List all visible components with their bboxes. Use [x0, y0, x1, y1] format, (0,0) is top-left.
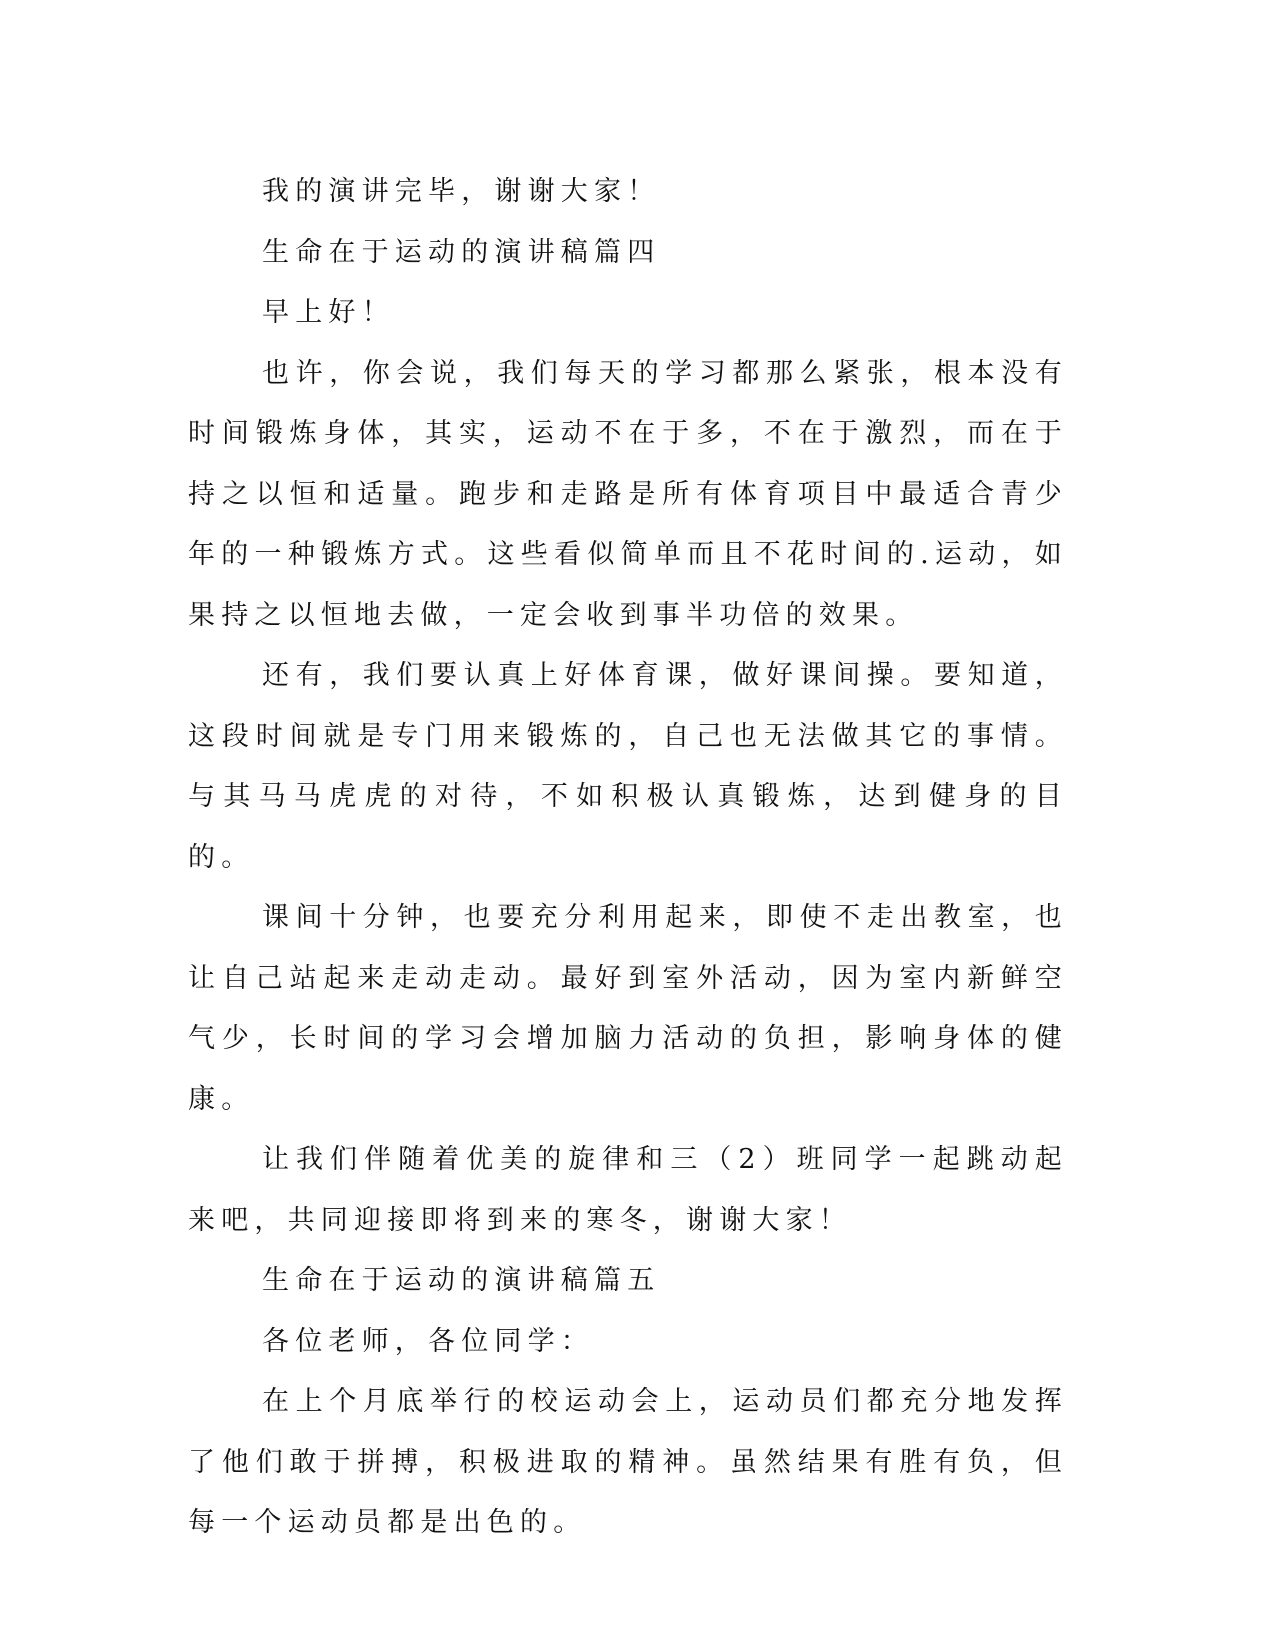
section-heading-part-five: 生命在于运动的演讲稿篇五 — [262, 1265, 661, 1296]
closing-line: 我的演讲完毕，谢谢大家！ — [262, 176, 661, 207]
document-body — [188, 162, 1068, 1554]
body-paragraph-pe-class: 还有，我们要认真上好体育课，做好课间操。要知道，这段时间就是专门用来锻炼的，自己也无法做其它的事情。与其马马虎虎的对待，不如积极认真锻炼，达到健身的目的。 — [188, 660, 1068, 873]
section-heading-part-four: 生命在于运动的演讲稿篇四 — [262, 236, 661, 268]
greeting-line: 早上好！ — [262, 297, 395, 328]
body-paragraph-sports-meet: 在上个月底举行的校运动会上，运动员们都充分地发挥了他们敢于拼搏，积极进取的精神。虽然结果有胜有负，但每一个运动员都是出色的。 — [188, 1386, 1068, 1538]
body-paragraph-break-time: 课间十分钟，也要充分利用起来，即使不走出教室，也让自己站起来走动走动。最好到室外活动，因为室内新鲜空气少，长时间的学习会增加脑力活动的负担，影响身体的健康。 — [188, 902, 1068, 1115]
salutation-line: 各位老师，各位同学： — [262, 1325, 594, 1357]
body-paragraph-closing-call: 让我们伴随着优美的旋律和三（2）班同学一起跳动起来吧，共同迎接即将到来的寒冬，谢谢大家！ — [188, 1144, 1068, 1236]
body-paragraph-exercise-time: 也许，你会说，我们每天的学习都那么紧张，根本没有时间锻炼身体，其实，运动不在于多，不在于激烈，而在于持之以恒和适量。跑步和走路是所有体育项目中最适合青少年的一种锻炼方式。这些看似简单而且不花时间的.运动，如果持之以恒地去做，一定会收到事半功倍的效果。 — [188, 357, 1068, 631]
